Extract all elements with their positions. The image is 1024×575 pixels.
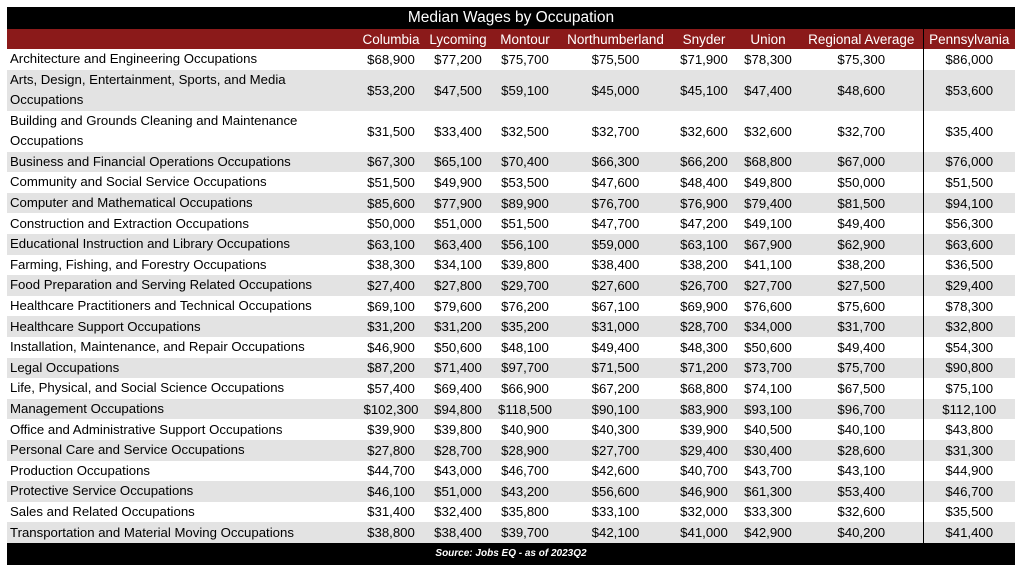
table-row [7,399,1015,420]
wage-cell: $94,100 [923,193,1015,214]
occupation-cell: Production Occupations [10,462,151,478]
wage-cell: $94,800 [425,399,491,420]
wage-cell: $66,900 [501,380,549,396]
wage-cell: $93,100 [736,399,800,420]
wage-cell: $32,600 [837,504,886,520]
wage-cell: $75,700 [800,358,923,379]
wage-cell: $67,900 [736,234,800,255]
wage-cell: $31,000 [559,316,672,337]
table-row [7,234,1015,255]
table-row [7,70,1015,111]
wage-cell: $51,000 [425,481,491,502]
wage-cell: $43,800 [923,419,1015,440]
wage-cell: $69,100 [367,298,415,314]
table-row [7,296,1015,317]
wage-cell: $50,600 [434,339,482,355]
table-row [7,255,1015,276]
wage-cell: $50,600 [744,339,792,355]
wage-cell: $28,900 [491,440,559,461]
wage-cell: $51,500 [923,172,1015,193]
wage-cell: $38,300 [367,257,415,273]
occupation-cell: Farming, Fishing, and Forestry Occupations [10,256,267,272]
wage-cell: $49,900 [434,174,482,190]
wage-cell: $75,600 [837,298,886,314]
wage-cell: $34,100 [434,257,482,273]
table-row [7,172,1015,193]
header-montour: Montour [491,29,559,49]
wage-cell: $75,300 [837,51,886,67]
wage-cell: $56,300 [923,213,1015,234]
wage-cell: $27,600 [559,275,672,296]
wage-cell: $118,500 [491,399,559,420]
wage-cell: $53,400 [800,481,923,502]
wage-cell: $46,700 [923,481,1015,502]
wage-cell: $40,700 [680,463,728,479]
wage-cell: $96,700 [800,399,923,420]
wage-cell: $66,300 [559,152,672,173]
wage-cell: $47,600 [591,174,640,190]
header-pennsylvania: Pennsylvania [923,29,1015,49]
occupation-cell: Arts, Design, Entertainment, Sports, and Media Occupations [7,70,357,111]
occupation-cell: Personal Care and Service Occupations [7,440,357,461]
wage-cell: $38,200 [680,257,728,273]
wage-cell: $71,900 [680,51,728,67]
wage-cell: $28,600 [800,440,923,461]
wage-cell: $39,800 [434,422,482,438]
table-title: Median Wages by Occupation [7,7,1015,29]
wage-cell: $32,400 [434,504,482,520]
occupation-cell: Educational Instruction and Library Occupations [7,234,357,255]
wage-cell: $102,300 [357,399,425,420]
wage-cell: $63,100 [672,234,736,255]
table-row [7,481,1015,502]
wage-cell: $48,600 [800,70,923,111]
wage-cell: $32,700 [591,123,640,139]
wage-cell: $67,100 [591,298,640,314]
table-row [7,461,1015,482]
wage-cell: $33,100 [591,504,640,520]
occupation-cell: Computer and Mathematical Occupations [7,193,357,214]
wage-cell: $29,400 [923,275,1015,296]
wage-cell: $79,400 [736,193,800,214]
wage-cell: $62,900 [800,234,923,255]
wage-cell: $69,900 [680,298,728,314]
wage-cell: $28,700 [672,316,736,337]
wage-cell: $68,800 [736,152,800,173]
wage-cell: $51,500 [367,174,415,190]
wage-cell: $43,700 [744,463,792,479]
wage-cell: $39,900 [367,422,415,438]
wage-cell: $47,200 [680,216,728,232]
wage-cell: $30,400 [736,440,800,461]
wage-cell: $63,100 [357,234,425,255]
header-union: Union [736,29,800,49]
table-row [7,522,1015,543]
table-row [7,337,1015,358]
wage-cell: $77,900 [425,193,491,214]
wage-cell: $40,100 [837,422,886,438]
wage-cell: $78,300 [744,51,792,67]
wage-cell: $27,700 [559,440,672,461]
wage-cell: $31,300 [923,440,1015,461]
wage-cell: $43,100 [837,463,886,479]
wage-cell: $89,900 [491,193,559,214]
occupation-cell: Building and Grounds Cleaning and Maintenance Occupations [10,113,298,149]
wage-cell: $28,700 [425,440,491,461]
wage-cell: $76,200 [501,298,549,314]
wage-cell: $71,500 [559,358,672,379]
wage-cell: $38,200 [837,257,886,273]
wage-cell: $69,400 [434,380,482,396]
wage-cell: $85,600 [357,193,425,214]
occupation-cell: Food Preparation and Serving Related Occupations [7,275,357,296]
wage-table-figure [7,7,1015,565]
wage-cell: $43,000 [434,463,482,479]
wage-cell: $83,900 [672,399,736,420]
occupation-cell: Construction and Extraction Occupations [10,215,249,231]
wage-cell: $54,300 [923,337,1015,358]
table-row [7,502,1015,523]
table-row [7,193,1015,214]
wage-cell: $56,100 [491,234,559,255]
wage-cell: $29,700 [491,275,559,296]
wage-cell: $76,900 [672,193,736,214]
header-occupation [7,29,357,49]
wage-cell: $63,600 [923,234,1015,255]
wage-cell: $31,700 [800,316,923,337]
wage-cell: $51,000 [434,216,482,232]
occupation-cell: Healthcare Support Occupations [7,316,357,337]
wage-cell: $41,000 [672,522,736,543]
wage-cell: $49,100 [744,216,792,232]
header-columbia: Columbia [357,29,425,49]
wage-cell: $90,100 [559,399,672,420]
wage-cell: $35,400 [923,111,1015,152]
source-footer: Source: Jobs EQ - as of 2023Q2 [7,543,1015,565]
table-row [7,49,1015,70]
table-row [7,152,1015,173]
wage-cell: $71,200 [672,358,736,379]
wage-cell: $51,500 [501,216,549,232]
wage-cell: $53,600 [923,70,1015,111]
occupation-cell: Sales and Related Occupations [10,503,195,519]
wage-cell: $42,900 [736,522,800,543]
wage-cell: $26,700 [672,275,736,296]
occupation-cell: Community and Social Service Occupations [10,174,267,190]
wage-cell: $48,100 [501,339,549,355]
wage-cell: $32,600 [744,123,792,139]
wage-cell: $31,200 [425,316,491,337]
wage-cell: $77,200 [434,51,482,67]
occupation-cell: Installation, Maintenance, and Repair Occupations [10,339,305,355]
wage-cell: $49,400 [837,339,886,355]
wage-cell: $32,000 [680,504,728,520]
wage-cell: $41,100 [744,257,792,273]
occupation-cell: Business and Financial Operations Occupations [7,152,357,173]
wage-cell: $76,000 [923,152,1015,173]
wage-cell: $86,000 [923,49,1015,70]
wage-cell: $35,500 [923,502,1015,523]
wage-cell: $27,700 [736,275,800,296]
wage-cell: $29,400 [672,440,736,461]
occupation-cell: Transportation and Material Moving Occupations [7,522,357,543]
wage-cell: $35,200 [491,316,559,337]
wage-cell: $35,800 [501,504,549,520]
wage-cell: $76,600 [744,298,792,314]
wage-cell: $90,800 [923,358,1015,379]
wage-cell: $42,100 [559,522,672,543]
wage-cell: $27,800 [425,275,491,296]
wage-cell: $46,900 [367,339,415,355]
wage-cell: $46,900 [672,481,736,502]
table-row [7,440,1015,461]
wage-cell: $112,100 [923,399,1015,420]
wage-cell: $45,100 [672,70,736,111]
wage-cell: $39,900 [680,422,728,438]
wage-cell: $59,100 [491,70,559,111]
wage-cell: $40,300 [591,422,640,438]
wage-cell: $38,400 [425,522,491,543]
wage-cell: $46,100 [357,481,425,502]
wage-table [7,29,1015,543]
wage-cell: $49,400 [591,339,640,355]
header-row [7,29,1015,49]
occupation-cell: Protective Service Occupations [7,481,357,502]
wage-cell: $27,400 [357,275,425,296]
wage-cell: $70,400 [491,152,559,173]
wage-cell: $48,300 [680,339,728,355]
wage-cell: $38,400 [591,257,640,273]
table-row [7,419,1015,440]
wage-cell: $50,000 [837,174,886,190]
occupation-cell: Healthcare Practitioners and Technical Occupations [10,298,312,314]
table-row [7,111,1015,152]
wage-cell: $75,700 [501,51,549,67]
wage-cell: $87,200 [357,358,425,379]
wage-cell: $39,700 [491,522,559,543]
table-row [7,316,1015,337]
wage-cell: $67,000 [800,152,923,173]
header-regional-average: Regional Average [800,29,923,49]
wage-cell: $34,000 [736,316,800,337]
wage-cell: $67,200 [591,380,640,396]
wage-cell: $42,600 [591,463,640,479]
wage-cell: $49,400 [837,216,886,232]
wage-cell: $56,600 [559,481,672,502]
occupation-cell: Management Occupations [7,399,357,420]
wage-cell: $31,400 [367,504,415,520]
occupation-cell: Architecture and Engineering Occupations [10,51,258,67]
wage-cell: $38,800 [357,522,425,543]
wage-cell: $59,000 [559,234,672,255]
wage-cell: $67,500 [837,380,886,396]
wage-cell: $78,300 [923,296,1015,317]
wage-cell: $41,400 [923,522,1015,543]
wage-cell: $61,300 [736,481,800,502]
wage-cell: $44,700 [367,463,415,479]
wage-cell: $47,400 [736,70,800,111]
occupation-cell: Life, Physical, and Social Science Occupations [10,380,285,396]
wage-cell: $97,700 [491,358,559,379]
header-snyder: Snyder [672,29,736,49]
wage-cell: $45,000 [559,70,672,111]
wage-cell: $53,200 [357,70,425,111]
wage-cell: $57,400 [367,380,415,396]
wage-cell: $32,500 [501,123,549,139]
wage-cell: $50,000 [367,216,415,232]
wage-cell: $75,100 [923,378,1015,399]
wage-cell: $74,100 [744,380,792,396]
wage-cell: $27,800 [357,440,425,461]
table-row [7,213,1015,234]
wage-cell: $73,700 [736,358,800,379]
wage-cell: $76,700 [559,193,672,214]
wage-cell: $75,500 [591,51,640,67]
wage-cell: $66,200 [672,152,736,173]
table-row [7,275,1015,296]
wage-cell: $49,800 [744,174,792,190]
table-body [7,49,1015,543]
wage-cell: $31,500 [367,123,415,139]
header-northumberland: Northumberland [559,29,672,49]
wage-cell: $32,800 [923,316,1015,337]
wage-cell: $32,600 [680,123,728,139]
wage-cell: $47,500 [425,70,491,111]
wage-cell: $32,700 [837,123,886,139]
wage-cell: $53,500 [501,174,549,190]
wage-cell: $31,200 [357,316,425,337]
wage-cell: $48,400 [680,174,728,190]
wage-cell: $43,200 [491,481,559,502]
table-row [7,358,1015,379]
wage-cell: $44,900 [923,461,1015,482]
wage-cell: $67,300 [357,152,425,173]
wage-cell: $39,800 [501,257,549,273]
wage-cell: $40,900 [501,422,549,438]
header-lycoming: Lycoming [425,29,491,49]
occupation-cell: Legal Occupations [7,358,357,379]
wage-cell: $71,400 [425,358,491,379]
wage-cell: $68,900 [367,51,415,67]
wage-cell: $40,200 [800,522,923,543]
wage-cell: $81,500 [800,193,923,214]
wage-cell: $63,400 [425,234,491,255]
occupation-cell: Office and Administrative Support Occupations [10,421,283,437]
wage-cell: $36,500 [923,255,1015,276]
wage-cell: $40,500 [744,422,792,438]
wage-cell: $46,700 [501,463,549,479]
wage-cell: $33,300 [744,504,792,520]
wage-cell: $47,700 [591,216,640,232]
table-row [7,378,1015,399]
wage-cell: $65,100 [425,152,491,173]
wage-cell: $68,800 [680,380,728,396]
wage-cell: $79,600 [434,298,482,314]
wage-cell: $27,500 [800,275,923,296]
wage-cell: $33,400 [434,123,482,139]
